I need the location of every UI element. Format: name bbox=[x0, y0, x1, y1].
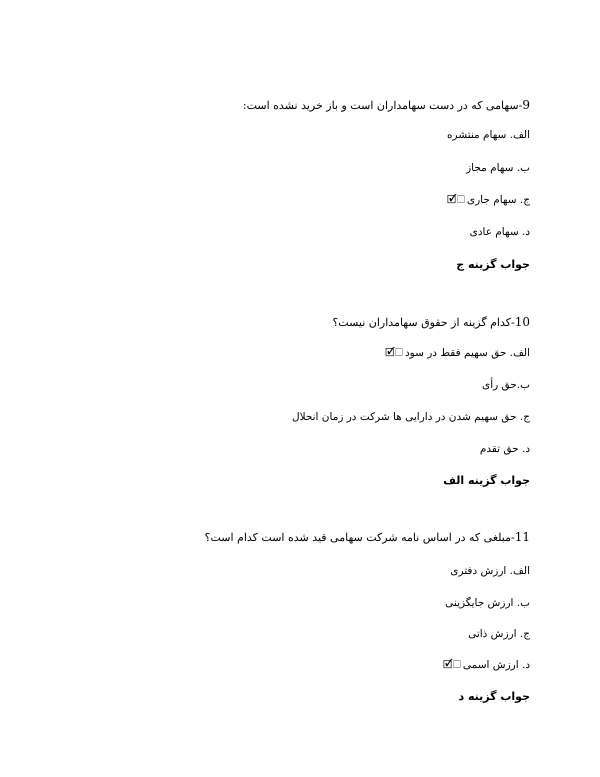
option-text: ب. سهام مجاز bbox=[466, 162, 530, 174]
option-text: ب. ارزش جایگزینی bbox=[445, 597, 530, 609]
question-number: 10 bbox=[514, 315, 530, 329]
q9-option-b bbox=[466, 161, 530, 175]
question-11 bbox=[205, 530, 530, 545]
option-text: الف. حق سهیم فقط در سود bbox=[405, 347, 530, 359]
option-text: د. ارزش اسمی bbox=[462, 659, 530, 671]
option-text: ج. سهام جاری bbox=[466, 194, 530, 206]
question-10 bbox=[332, 315, 530, 330]
q10-option-b bbox=[482, 378, 530, 392]
question-number: 11 bbox=[514, 530, 530, 544]
q10-answer: جواب گزینه الف bbox=[443, 474, 530, 487]
option-text: ج. حق سهیم شدن در دارایی ها شرکت در زمان انحلال bbox=[291, 411, 530, 423]
question-9 bbox=[243, 98, 530, 113]
option-text: ب.حق رأی bbox=[481, 379, 530, 391]
q11-option-d bbox=[443, 658, 530, 672]
checkbox-checked-icon: 🗆🗹 bbox=[447, 193, 465, 206]
q10-option-a bbox=[385, 346, 530, 360]
q11-answer: جواب گزینه د bbox=[458, 690, 530, 703]
option-text: د. حق تقدم bbox=[479, 443, 530, 455]
checkbox-checked-icon: 🗆🗹 bbox=[443, 658, 461, 671]
q9-option-c bbox=[447, 193, 530, 207]
question-number: 9 bbox=[522, 98, 530, 112]
option-text: الف. ارزش دفتری bbox=[450, 565, 530, 577]
option-text: ج. ارزش ذاتی bbox=[468, 628, 530, 640]
question-text: -مبلغی که در اساس نامه شرکت سهامی قید شده است کدام است؟ bbox=[204, 531, 515, 544]
q9-answer: جواب گزینه ج bbox=[456, 258, 530, 271]
q11-option-a bbox=[450, 564, 530, 578]
q9-option-d bbox=[470, 225, 530, 239]
question-text: -سهامی که در دست سهامداران است و باز خرید نشده است: bbox=[242, 99, 523, 112]
q11-option-c bbox=[468, 627, 530, 641]
q10-option-d bbox=[480, 442, 530, 456]
q11-option-b bbox=[445, 596, 530, 610]
option-text: د. سهام عادی bbox=[469, 226, 530, 238]
q10-option-c bbox=[292, 410, 530, 424]
q9-option-a bbox=[447, 128, 530, 142]
option-text: الف. سهام منتشره bbox=[447, 129, 530, 141]
question-text: -کدام گزینه از حقوق سهامداران نیست؟ bbox=[332, 316, 515, 329]
checkbox-checked-icon: 🗆🗹 bbox=[385, 346, 403, 359]
